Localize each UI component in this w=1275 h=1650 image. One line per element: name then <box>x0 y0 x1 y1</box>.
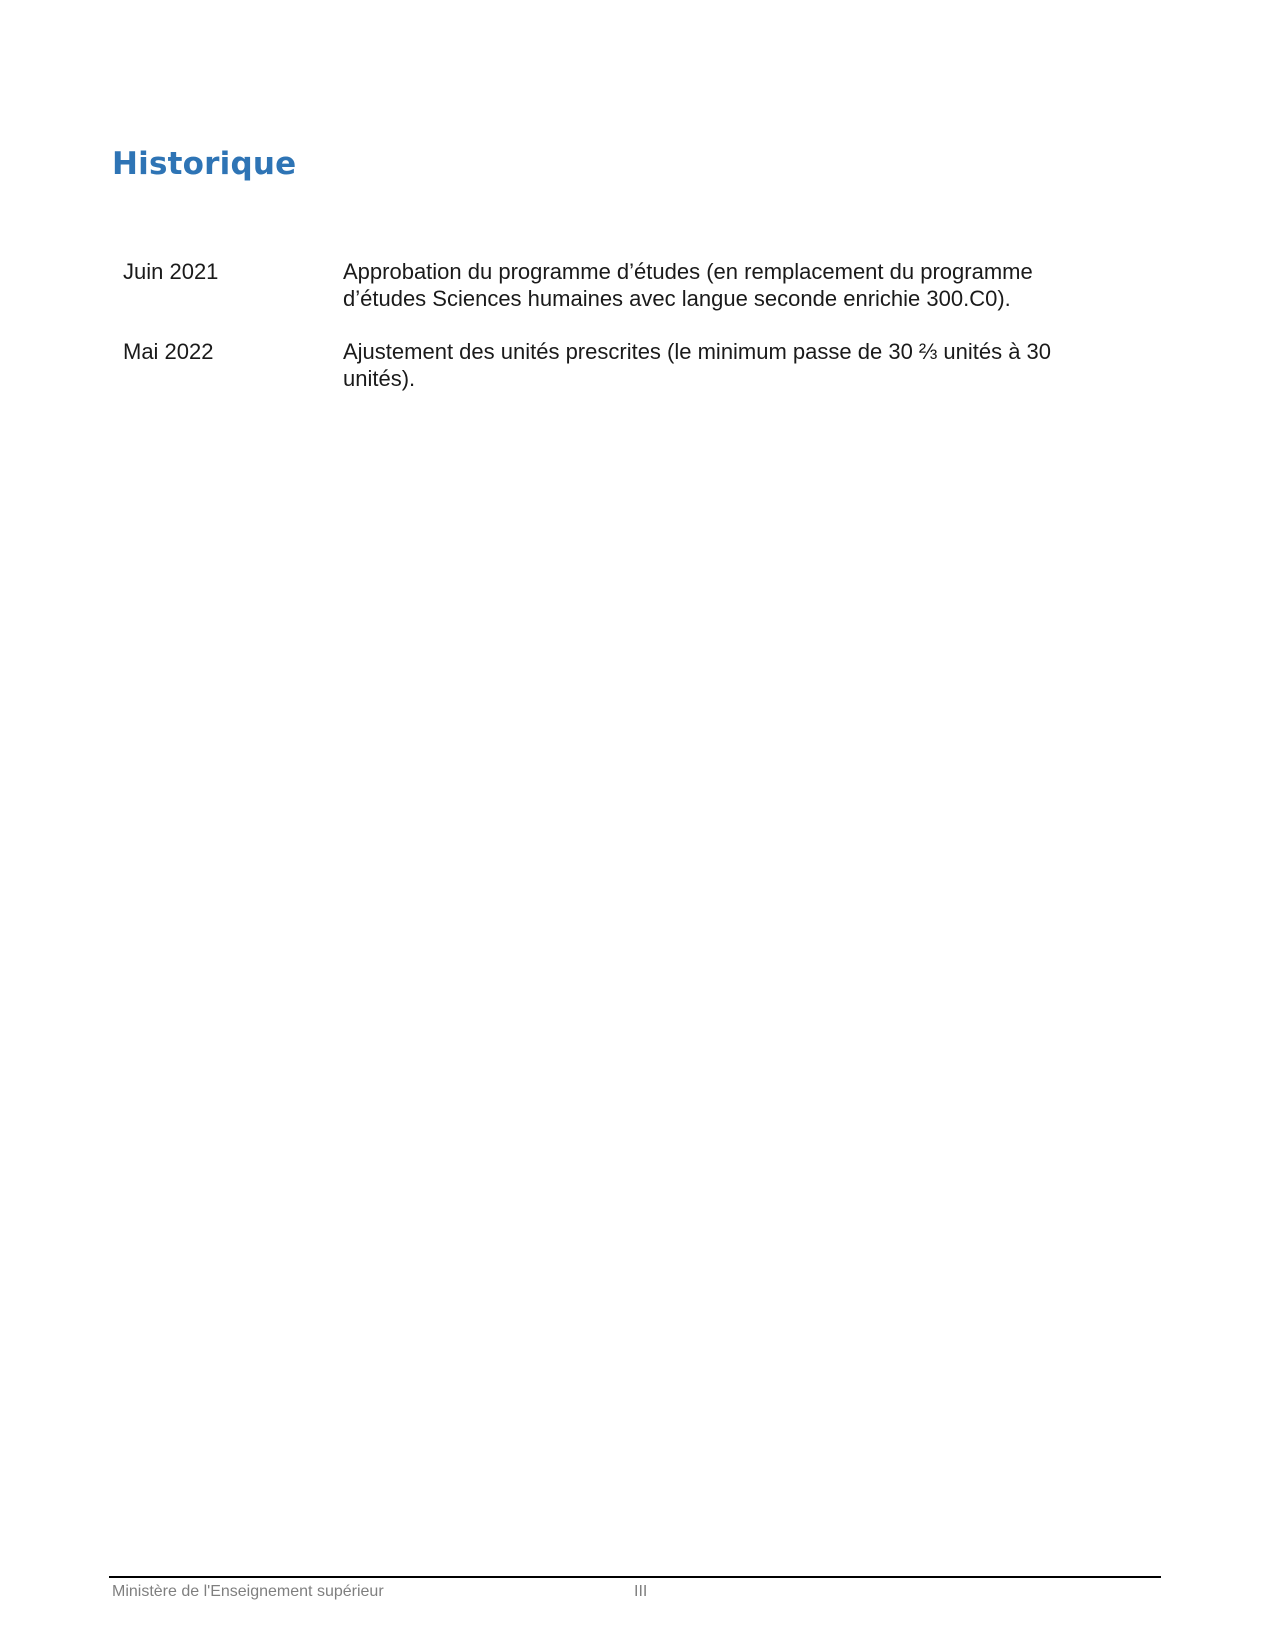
history-entry-date: Mai 2022 <box>123 339 214 364</box>
page-title: Historique <box>112 146 297 182</box>
history-entry-description: Ajustement des unités prescrites (le minimum passe de 30 ⅔ unités à 30 unités). <box>343 339 1052 391</box>
footer-organization: Ministère de l'Enseignement supérieur <box>112 1583 384 1600</box>
history-entry <box>123 338 1083 392</box>
history-entry <box>123 258 1083 312</box>
history-entry-description: Approbation du programme d’études (en remplacement du programme d’études Sciences humaines avec langue seconde enrichie 300.C0). <box>343 259 1033 311</box>
history-entry-date: Juin 2021 <box>123 259 219 284</box>
footer-divider <box>109 1576 1161 1578</box>
page-number: III <box>634 1583 648 1600</box>
history-list <box>123 258 1083 418</box>
